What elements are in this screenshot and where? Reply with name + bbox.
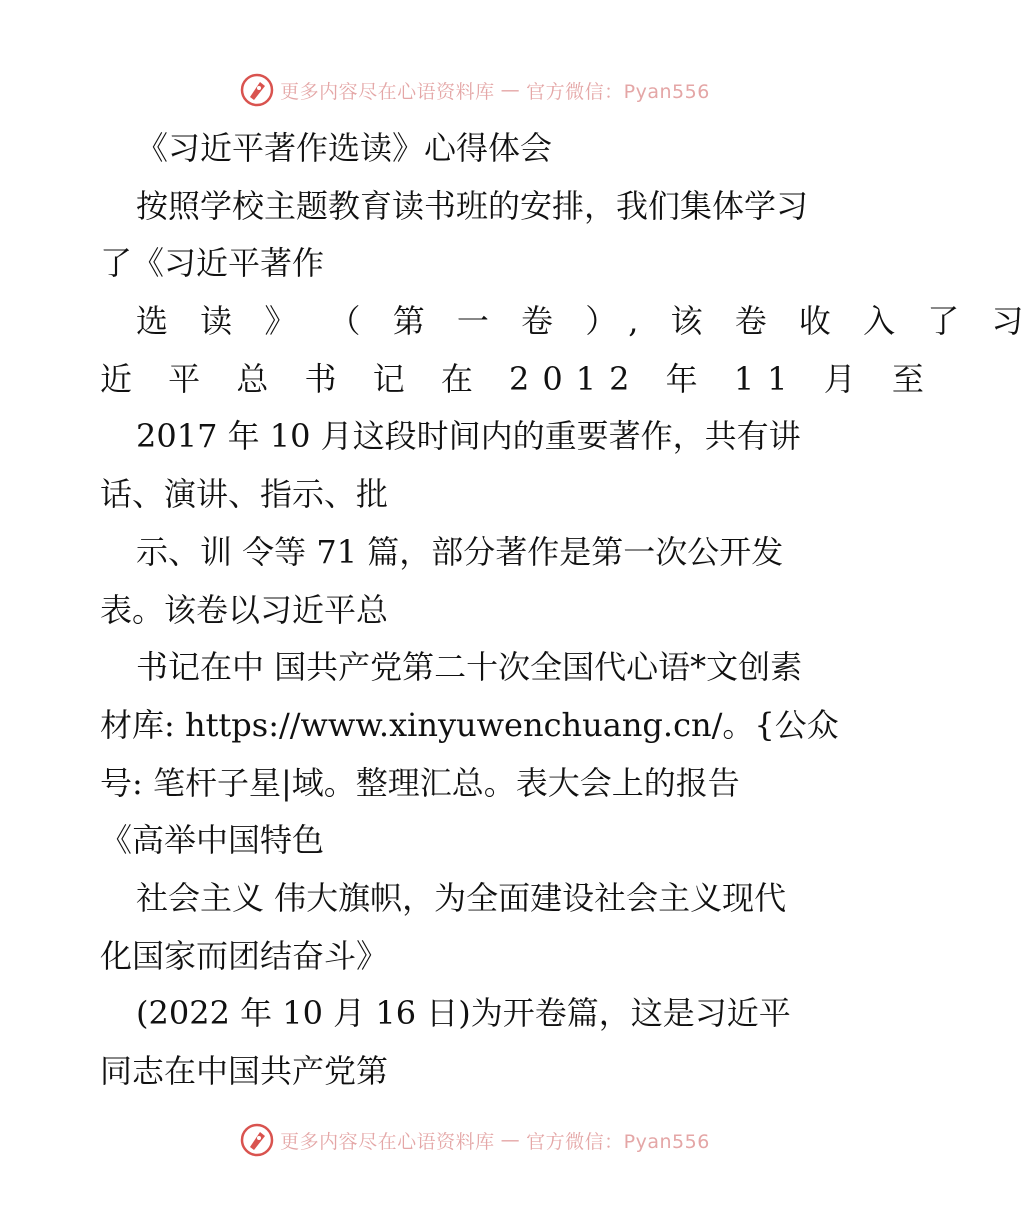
header-banner [240, 73, 710, 107]
text-line: 号: 笔杆子星|域。整理汇总。表大会上的报告 [100, 763, 740, 802]
document-body [100, 120, 1034, 1101]
text-line: 化国家而团结奋斗》 [100, 936, 389, 975]
page-header [0, 68, 950, 112]
text-line: 了《习近平著作 [100, 244, 325, 283]
text-line: 近 平 总 书 记 在 2012 年 11 月 至 [100, 359, 937, 398]
banner-dash: — [500, 79, 521, 101]
pen-nib-icon [240, 1123, 274, 1157]
text-line: 话、演讲、指示、批 [100, 475, 389, 514]
text-line: (2022 年 10 月 16 日)为开卷篇，这是习近平 [136, 994, 791, 1033]
banner-wechat-text: 官方微信：Pyan556 [526, 80, 710, 103]
text-line: 材库: https://www.xinyuwenchuang.cn/。{公众 [100, 705, 839, 744]
banner-brand-text: 更多内容尽在心语资料库 [280, 80, 495, 103]
page-footer [0, 1118, 950, 1162]
pen-nib-icon [240, 73, 274, 107]
text-line: 2017 年 10 月这段时间内的重要著作，共有讲 [136, 417, 801, 456]
text-line: 示、训 令等 71 篇，部分著作是第一次公开发 [136, 532, 784, 571]
banner-dash: — [500, 1129, 521, 1151]
text-line: 书记在中 国共产党第二十次全国代心语*文创素 [136, 648, 803, 687]
text-line: 选 读 》 （ 第 一 卷 ）, 该 卷 收 入 了 习 [136, 302, 1034, 341]
text-line: 社会主义 伟大旗帜，为全面建设社会主义现代 [136, 878, 787, 917]
text-line: 《高举中国特色 [100, 821, 325, 860]
document-title: 《习近平著作选读》心得体会 [136, 129, 553, 167]
text-line: 同志在中国共产党第 [100, 1052, 389, 1090]
banner-brand-text: 更多内容尽在心语资料库 [280, 1130, 495, 1153]
text-line: 表。该卷以习近平总 [100, 590, 389, 629]
footer-banner [240, 1123, 710, 1157]
banner-wechat-text: 官方微信：Pyan556 [526, 1130, 710, 1153]
text-line: 按照学校主题教育读书班的安排，我们集体学习 [136, 186, 809, 225]
